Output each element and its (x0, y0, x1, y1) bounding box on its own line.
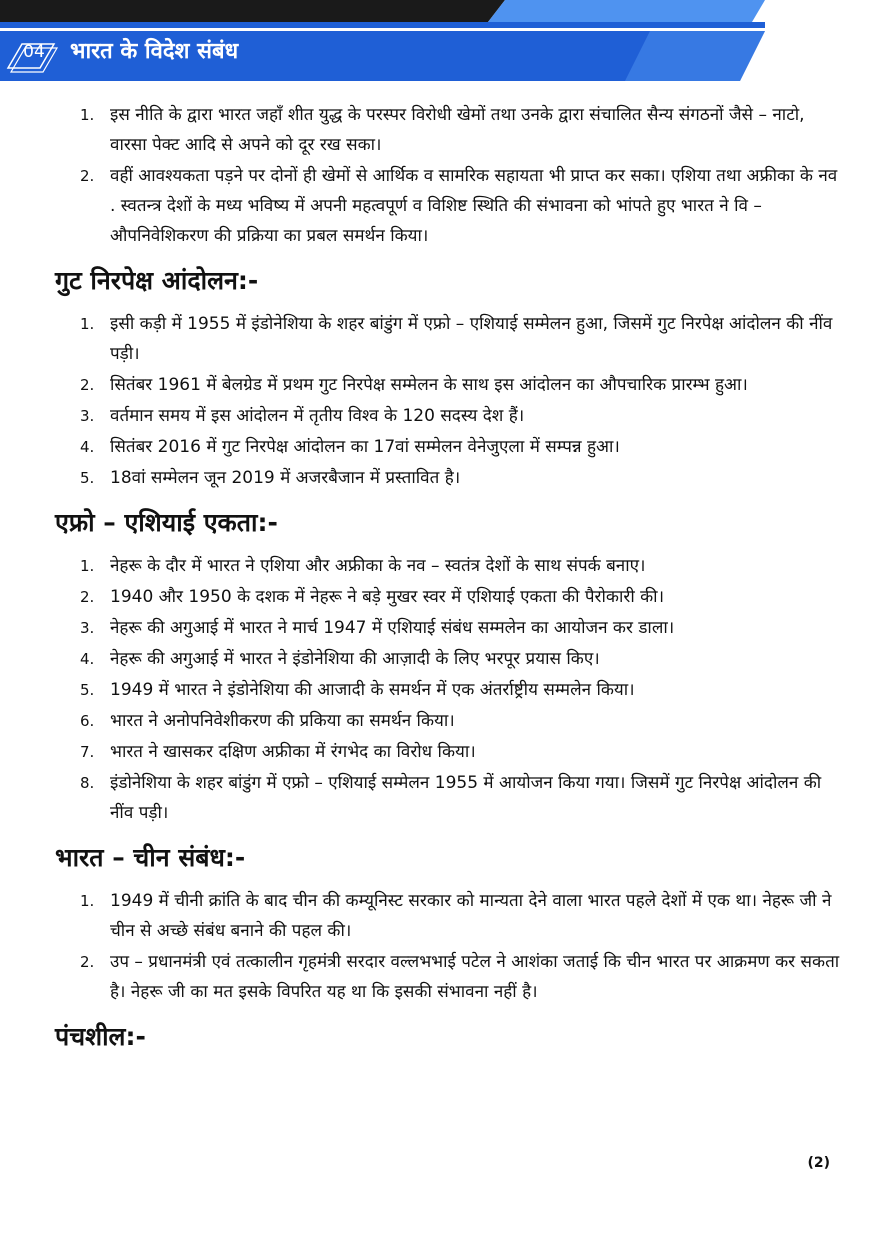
list-text: उप – प्रधानमंत्री एवं तत्कालीन गृहमंत्री सरदार वल्लभभाई पटेल ने आशंका जताई कि चीन भारत पर आक्रमण कर सकता है। नेहरू जी का मत इसके विपरित यह था कि इसकी संभावना नहीं है। (110, 952, 840, 1002)
list-text: 1940 और 1950 के दशक में नेहरू ने बड़े मुखर स्वर में एशियाई एकता की पैरोकारी की। (110, 587, 665, 607)
list-item (55, 370, 845, 400)
intro-list (55, 100, 845, 251)
list-text: नेहरू की अगुआई में भारत ने इंडोनेशिया की आज़ादी के लिए भरपूर प्रयास किए। (110, 649, 600, 669)
list-item (55, 886, 845, 946)
list-text: 1949 में चीनी क्रांति के बाद चीन की कम्यूनिस्ट सरकार को मान्यता देने वाला भारत पहले देशों में एक था। नेहरू जी ने चीन से अच्छे संबंध बनाने की पहल की। (110, 891, 832, 941)
list-number: 3. (80, 407, 95, 425)
list-item (55, 613, 845, 643)
list-number: 2. (80, 953, 95, 971)
list-text: इसी कड़ी में 1955 में इंडोनेशिया के शहर बांडुंग में एफ्रो – एशियाई सम्मेलन हुआ, जिसमें गुट निरपेक्ष आंदोलन की नींव पड़ी। (110, 314, 833, 364)
list-text: इंडोनेशिया के शहर बांडुंग में एफ्रो – एशियाई सम्मेलन 1955 में आयोजन किया गया। जिसमें गुट निरपेक्ष आंदोलन की नींव पड़ी। (110, 773, 822, 823)
list-number: 5. (80, 469, 95, 487)
chapter-number: 04 (23, 42, 45, 62)
list-item (55, 768, 845, 828)
list-text: सितंबर 2016 में गुट निरपेक्ष आंदोलन का 17वां सम्मेलन वेनेजुएला में सम्पन्न हुआ। (110, 437, 620, 457)
list-item (55, 161, 845, 251)
list-number: 6. (80, 712, 95, 730)
list-text: इस नीति के द्वारा भारत जहाँ शीत युद्ध के परस्पर विरोधी खेमों तथा उनके द्वारा संचालित सैन्य संगठनों जैसे – नाटो, वारसा पेक्ट आदि से अपने को दूर रख सका। (110, 105, 805, 155)
list-item (55, 582, 845, 612)
list-text: वर्तमान समय में इस आंदोलन में तृतीय विश्व के 120 सदस्य देश हैं। (110, 406, 525, 426)
list-item (55, 100, 845, 160)
list-text: 18वां सम्मेलन जून 2019 में अजरबैजान में प्रस्तावित है। (110, 468, 461, 488)
section-heading-non-aligned: गुट निरपेक्ष आंदोलन:- (55, 266, 259, 295)
list-number: 1. (80, 315, 95, 333)
list-number: 4. (80, 650, 95, 668)
list-number: 2. (80, 167, 95, 185)
list-item (55, 947, 845, 1007)
list-item (55, 737, 845, 767)
list-number: 3. (80, 619, 95, 637)
list-item (55, 401, 845, 431)
list-number: 5. (80, 681, 95, 699)
list-number: 1. (80, 557, 95, 575)
list-text: वहीं आवश्यकता पड़ने पर दोनों ही खेमों से आर्थिक व सामरिक सहायता भी प्राप्त कर सका। एशिया तथा अफ्रीका के नव . स्वतन्त्र देशों के मध्य भविष्य में अपनी महत्वपूर्ण व विशिष्ट स्थिति की संभावना को भांपते हुए भारत ने वि – औपनिवेशिकरण की प्रक्रिया का प्रबल समर्थन किया। (110, 166, 838, 246)
list-number: 2. (80, 588, 95, 606)
page-number: (2) (807, 1155, 830, 1171)
list-text: 1949 में भारत ने इंडोनेशिया की आजादी के समर्थन में एक अंतर्राष्ट्रीय सम्मलेन किया। (110, 680, 635, 700)
list-item (55, 551, 845, 581)
list-item (55, 463, 845, 493)
afro-asian-list (55, 551, 845, 828)
list-text: सितंबर 1961 में बेलग्रेड में प्रथम गुट निरपेक्ष सम्मेलन के साथ इस आंदोलन का औपचारिक प्रारम्भ हुआ। (110, 375, 748, 395)
list-text: नेहरू के दौर में भारत ने एशिया और अफ्रीका के नव – स्वतंत्र देशों के साथ संपर्क बनाए। (110, 556, 646, 576)
list-number: 1. (80, 106, 95, 124)
section-heading-afro-asian: एफ्रो – एशियाई एकता:- (55, 508, 278, 537)
list-number: 8. (80, 774, 95, 792)
list-item (55, 675, 845, 705)
chapter-title: भारत के विदेश संबंध (70, 39, 239, 64)
list-item (55, 706, 845, 736)
list-text: नेहरू की अगुआई में भारत ने मार्च 1947 में एशियाई संबंध सम्मलेन का आयोजन कर डाला। (110, 618, 675, 638)
section-heading-india-china: भारत – चीन संबंध:- (55, 843, 246, 872)
list-number: 7. (80, 743, 95, 761)
chapter-banner (0, 0, 884, 90)
list-item (55, 644, 845, 674)
list-number: 1. (80, 892, 95, 910)
list-text: भारत ने खासकर दक्षिण अफ्रीका में रंगभेद का विरोध किया। (110, 742, 476, 762)
page-content (55, 100, 845, 1065)
section-heading-panchsheel: पंचशील:- (55, 1022, 146, 1051)
india-china-list (55, 886, 845, 1007)
list-item (55, 309, 845, 369)
list-text: भारत ने अनोपनिवेशीकरण की प्रकिया का समर्थन किया। (110, 711, 455, 731)
list-number: 4. (80, 438, 95, 456)
non-aligned-list (55, 309, 845, 493)
list-number: 2. (80, 376, 95, 394)
list-item (55, 432, 845, 462)
